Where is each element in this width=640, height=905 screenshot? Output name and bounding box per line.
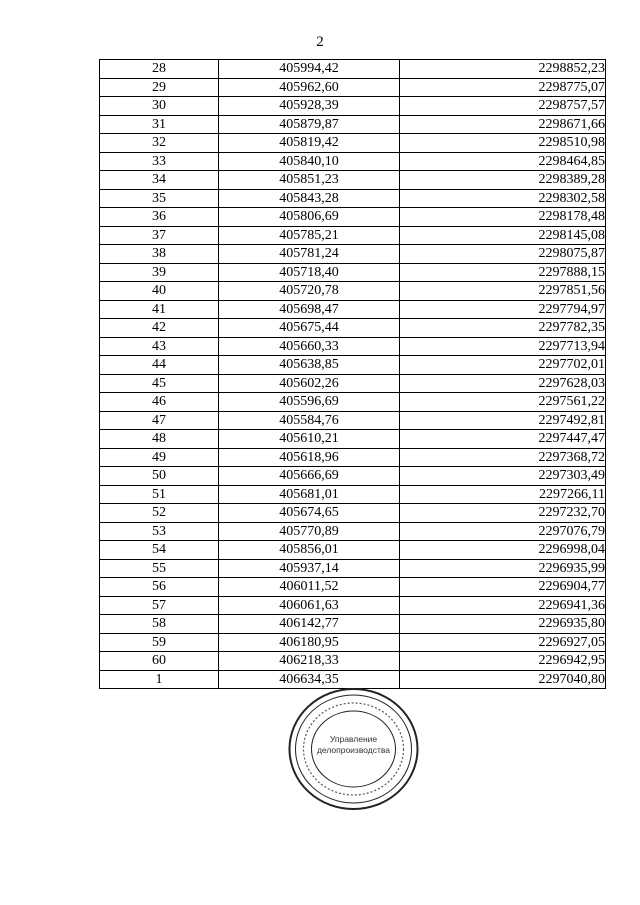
y-coordinate-cell: 2297303,49 [400,467,606,486]
y-coordinate-cell: 2298075,87 [400,245,606,264]
point-number-cell: 44 [100,356,219,375]
table-row [100,97,606,116]
x-coordinate-cell: 405584,76 [219,411,400,430]
x-coordinate-cell: 405720,78 [219,282,400,301]
x-coordinate-cell: 405962,60 [219,78,400,97]
table-row [100,374,606,393]
point-number-cell: 38 [100,245,219,264]
table-row [100,652,606,671]
table-row [100,393,606,412]
table-row [100,115,606,134]
table-row [100,522,606,541]
x-coordinate-cell: 405843,28 [219,189,400,208]
point-number-cell: 59 [100,633,219,652]
point-number-cell: 29 [100,78,219,97]
x-coordinate-cell: 405638,85 [219,356,400,375]
x-coordinate-cell: 405602,26 [219,374,400,393]
x-coordinate-cell: 405928,39 [219,97,400,116]
x-coordinate-cell: 405718,40 [219,263,400,282]
stamp-text-line-1: Управление [329,734,378,744]
y-coordinate-cell: 2296935,80 [400,615,606,634]
table-row [100,245,606,264]
table-row [100,578,606,597]
table-row [100,633,606,652]
table-row [100,300,606,319]
point-number-cell: 1 [100,670,219,689]
point-number-cell: 43 [100,337,219,356]
table-row [100,134,606,153]
point-number-cell: 55 [100,559,219,578]
point-number-cell: 35 [100,189,219,208]
y-coordinate-cell: 2297232,70 [400,504,606,523]
point-number-cell: 31 [100,115,219,134]
y-coordinate-cell: 2298775,07 [400,78,606,97]
point-number-cell: 37 [100,226,219,245]
x-coordinate-cell: 405806,69 [219,208,400,227]
y-coordinate-cell: 2298145,08 [400,226,606,245]
x-coordinate-cell: 405681,01 [219,485,400,504]
table-row [100,263,606,282]
x-coordinate-cell: 405660,33 [219,337,400,356]
x-coordinate-cell: 405770,89 [219,522,400,541]
x-coordinate-cell: 406142,77 [219,615,400,634]
table-row [100,208,606,227]
point-number-cell: 30 [100,97,219,116]
x-coordinate-cell: 405596,69 [219,393,400,412]
x-coordinate-cell: 405937,14 [219,559,400,578]
y-coordinate-cell: 2297447,47 [400,430,606,449]
y-coordinate-cell: 2296942,95 [400,652,606,671]
y-coordinate-cell: 2297851,56 [400,282,606,301]
point-number-cell: 28 [100,60,219,79]
point-number-cell: 56 [100,578,219,597]
x-coordinate-cell: 406011,52 [219,578,400,597]
y-coordinate-cell: 2297266,11 [400,485,606,504]
coordinates-table-body [100,60,606,689]
table-row [100,356,606,375]
table-row [100,430,606,449]
y-coordinate-cell: 2296941,36 [400,596,606,615]
x-coordinate-cell: 405618,96 [219,448,400,467]
point-number-cell: 52 [100,504,219,523]
table-row [100,189,606,208]
y-coordinate-cell: 2297561,22 [400,393,606,412]
x-coordinate-cell: 405840,10 [219,152,400,171]
table-row [100,282,606,301]
point-number-cell: 49 [100,448,219,467]
table-row [100,559,606,578]
y-coordinate-cell: 2296927,05 [400,633,606,652]
x-coordinate-cell: 405819,42 [219,134,400,153]
x-coordinate-cell: 406061,63 [219,596,400,615]
point-number-cell: 34 [100,171,219,190]
point-number-cell: 41 [100,300,219,319]
y-coordinate-cell: 2297782,35 [400,319,606,338]
y-coordinate-cell: 2296904,77 [400,578,606,597]
table-row [100,596,606,615]
x-coordinate-cell: 405675,44 [219,319,400,338]
x-coordinate-cell: 405781,24 [219,245,400,264]
table-row [100,78,606,97]
point-number-cell: 40 [100,282,219,301]
x-coordinate-cell: 405666,69 [219,467,400,486]
x-coordinate-cell: 406634,35 [219,670,400,689]
x-coordinate-cell: 405856,01 [219,541,400,560]
coordinates-table [99,59,606,689]
y-coordinate-cell: 2297794,97 [400,300,606,319]
y-coordinate-cell: 2297040,80 [400,670,606,689]
x-coordinate-cell: 406218,33 [219,652,400,671]
x-coordinate-cell: 405785,21 [219,226,400,245]
point-number-cell: 36 [100,208,219,227]
point-number-cell: 57 [100,596,219,615]
x-coordinate-cell: 405994,42 [219,60,400,79]
y-coordinate-cell: 2298757,57 [400,97,606,116]
y-coordinate-cell: 2297628,03 [400,374,606,393]
point-number-cell: 32 [100,134,219,153]
x-coordinate-cell: 405851,23 [219,171,400,190]
stamp-text-line-2: делопроизводства [316,745,391,755]
table-row [100,226,606,245]
point-number-cell: 42 [100,319,219,338]
table-row [100,411,606,430]
y-coordinate-cell: 2298302,58 [400,189,606,208]
page-number: 2 [316,34,324,50]
point-number-cell: 53 [100,522,219,541]
point-number-cell: 45 [100,374,219,393]
table-row [100,152,606,171]
table-row [100,504,606,523]
y-coordinate-cell: 2297076,79 [400,522,606,541]
table-row [100,60,606,79]
point-number-cell: 33 [100,152,219,171]
point-number-cell: 46 [100,393,219,412]
table-row [100,467,606,486]
y-coordinate-cell: 2296935,99 [400,559,606,578]
x-coordinate-cell: 405610,21 [219,430,400,449]
y-coordinate-cell: 2298671,66 [400,115,606,134]
y-coordinate-cell: 2297492,81 [400,411,606,430]
point-number-cell: 48 [100,430,219,449]
point-number-cell: 60 [100,652,219,671]
y-coordinate-cell: 2298178,48 [400,208,606,227]
table-row [100,541,606,560]
y-coordinate-cell: 2298852,23 [400,60,606,79]
x-coordinate-cell: 405879,87 [219,115,400,134]
table-row [100,485,606,504]
official-stamp [286,685,421,813]
point-number-cell: 39 [100,263,219,282]
table-row [100,171,606,190]
point-number-cell: 54 [100,541,219,560]
x-coordinate-cell: 406180,95 [219,633,400,652]
table-row [100,319,606,338]
y-coordinate-cell: 2297368,72 [400,448,606,467]
y-coordinate-cell: 2298510,98 [400,134,606,153]
y-coordinate-cell: 2297713,94 [400,337,606,356]
table-row [100,337,606,356]
x-coordinate-cell: 405698,47 [219,300,400,319]
y-coordinate-cell: 2297702,01 [400,356,606,375]
point-number-cell: 47 [100,411,219,430]
y-coordinate-cell: 2296998,04 [400,541,606,560]
y-coordinate-cell: 2298389,28 [400,171,606,190]
y-coordinate-cell: 2298464,85 [400,152,606,171]
x-coordinate-cell: 405674,65 [219,504,400,523]
point-number-cell: 58 [100,615,219,634]
table-row [100,615,606,634]
table-row [100,448,606,467]
point-number-cell: 51 [100,485,219,504]
point-number-cell: 50 [100,467,219,486]
y-coordinate-cell: 2297888,15 [400,263,606,282]
